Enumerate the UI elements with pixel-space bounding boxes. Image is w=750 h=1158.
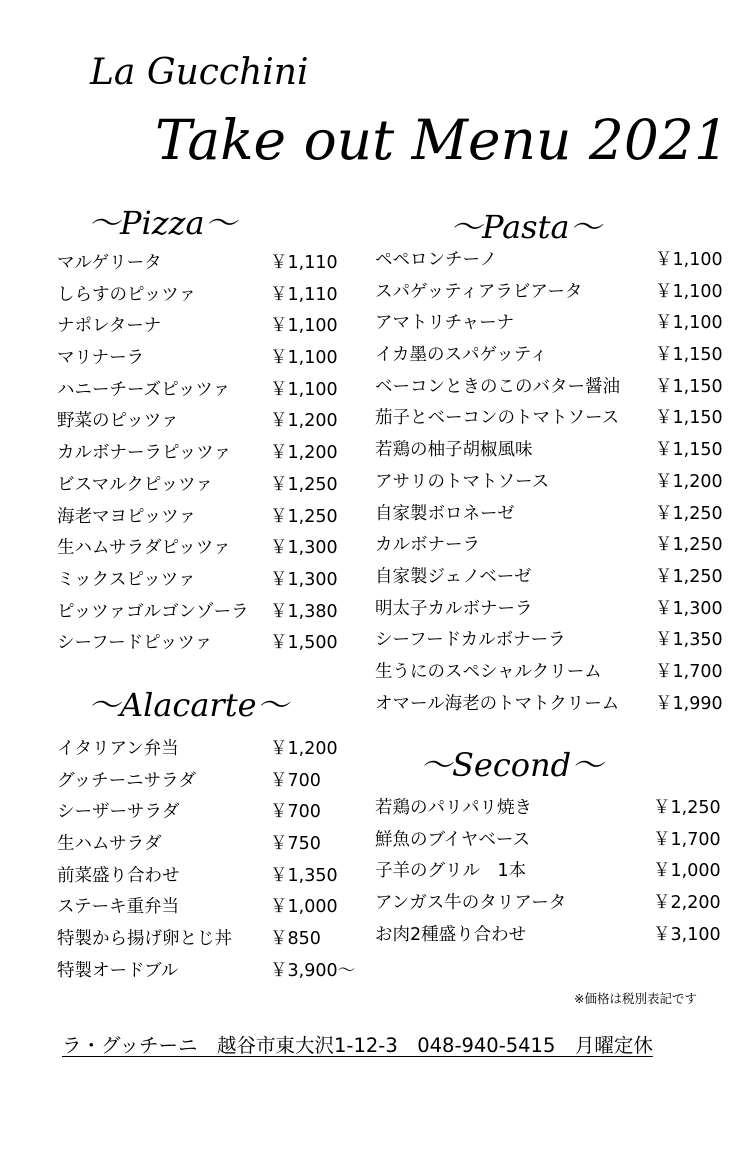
menu-item-price: ￥1,500 — [270, 633, 338, 654]
menu-item — [375, 920, 725, 952]
menu-item-name: 子羊のグリル 1本 — [375, 861, 527, 882]
menu-item-name: 若鶏の柚子胡椒風味 — [375, 440, 533, 461]
menu-item — [375, 888, 725, 920]
pizza-section-title: ～Pizza～ — [88, 204, 237, 242]
menu-item-price: ￥1,250 — [655, 503, 723, 524]
menu-item — [57, 892, 357, 924]
menu-item-name: グッチーニサラダ — [57, 770, 196, 791]
menu-item-name: アンガス牛のタリアータ — [375, 893, 567, 914]
menu-item-price: ￥1,200 — [270, 739, 338, 759]
menu-item-name: ペペロンチーノ — [375, 250, 498, 270]
menu-item — [375, 245, 725, 277]
menu-item — [57, 797, 357, 829]
menu-item-price: ￥700 — [270, 770, 321, 791]
menu-item-name: 自家製ジェノベーゼ — [375, 566, 532, 587]
menu-item-price: ￥750 — [270, 834, 321, 855]
tax-note: ※価格は税別表記です — [574, 991, 697, 1006]
menu-item-price: ￥1,000 — [653, 861, 721, 882]
menu-item-name: ステーキ重弁当 — [57, 897, 180, 918]
menu-item — [57, 766, 357, 798]
pizza-menu-list — [57, 248, 357, 660]
menu-item-name: シーフードピッツァ — [57, 633, 213, 654]
menu-item-price: ￥1,150 — [655, 376, 723, 397]
menu-item-name: 海老マヨピッツァ — [57, 506, 197, 527]
menu-item-price: ￥1,250 — [655, 535, 723, 556]
menu-item-price: ￥1,300 — [655, 598, 723, 619]
menu-item-name: 自家製ボロネーゼ — [375, 503, 515, 524]
menu-item-price: ￥1,150 — [655, 345, 723, 366]
menu-item-name: イタリアン弁当 — [57, 739, 179, 759]
menu-item-price: ￥1,100 — [655, 281, 723, 302]
menu-item-price: ￥2,200 — [653, 893, 721, 914]
menu-item-name: 若鶏のパリパリ焼き — [375, 798, 532, 818]
menu-item-price: ￥1,250 — [270, 474, 338, 495]
menu-item-price: ￥3,900～ — [270, 960, 356, 981]
menu-item-name: ミックスピッツァ — [57, 569, 196, 590]
menu-item-name: マルゲリータ — [57, 253, 162, 273]
alacarte-section-title: ～Alacarte～ — [88, 686, 289, 724]
menu-item — [57, 343, 357, 375]
menu-item-name: ハニーチーズピッツァ — [57, 379, 231, 400]
menu-item-price: ￥1,250 — [270, 506, 338, 527]
menu-item-name: ナポレターナ — [57, 316, 162, 337]
menu-item — [375, 793, 725, 825]
menu-item — [57, 734, 357, 766]
menu-item-price: ￥1,200 — [270, 411, 338, 432]
menu-item — [375, 689, 725, 721]
menu-item-price: ￥700 — [270, 802, 321, 823]
second-section-title: ～Second～ — [420, 746, 604, 784]
menu-item-name: 生ハムサラダ — [57, 834, 162, 855]
menu-item-price: ￥1,100 — [270, 316, 338, 337]
menu-item — [57, 311, 357, 343]
menu-item-name: 特製から揚げ卵とじ丼 — [57, 929, 232, 950]
menu-item-name: ピッツァゴルゴンゾーラ — [57, 601, 249, 622]
menu-title: Take out Menu 2021 — [155, 108, 729, 172]
menu-item-name: シーザーサラダ — [57, 802, 180, 823]
menu-item-name: お肉2種盛り合わせ — [375, 924, 527, 945]
menu-item — [57, 597, 357, 629]
menu-item — [375, 308, 725, 340]
menu-item-price: ￥1,150 — [655, 440, 723, 461]
menu-item-name: ベーコンときのこのバター醤油 — [375, 376, 620, 397]
brand-name: La Gucchini — [90, 52, 309, 93]
menu-item-name: イカ墨のスパゲッティ — [375, 345, 548, 366]
menu-item-name: アマトリチャーナ — [375, 313, 515, 334]
menu-item-price: ￥1,350 — [270, 865, 338, 886]
menu-item — [57, 438, 357, 470]
menu-item-price: ￥1,380 — [270, 601, 338, 622]
menu-item — [375, 499, 725, 531]
pasta-menu-list — [375, 245, 725, 720]
menu-item-name: しらすのピッツァ — [57, 284, 197, 305]
menu-item-name: 野菜のピッツァ — [57, 411, 179, 432]
menu-item-price: ￥1,300 — [270, 569, 338, 590]
menu-item-price: ￥1,350 — [655, 630, 723, 651]
menu-item — [375, 467, 725, 499]
menu-item — [375, 594, 725, 626]
menu-item-name: 生うにのスペシャルクリーム — [375, 661, 602, 682]
menu-item-name: 茄子とベーコンのトマトソース — [375, 408, 620, 429]
menu-item-price: ￥1,110 — [270, 253, 338, 273]
menu-item-price: ￥1,250 — [655, 566, 723, 587]
menu-item-price: ￥1,300 — [270, 538, 338, 559]
menu-item-price: ￥1,200 — [655, 471, 723, 492]
menu-item — [375, 562, 725, 594]
second-menu-list — [375, 793, 725, 951]
menu-item-price: ￥1,100 — [655, 250, 723, 270]
menu-item — [375, 372, 725, 404]
menu-item — [57, 628, 357, 660]
menu-item-price: ￥1,000 — [270, 897, 338, 918]
menu-item-name: ビスマルクピッツァ — [57, 474, 213, 495]
menu-item-name: 明太子カルボナーラ — [375, 598, 533, 619]
menu-item-price: ￥1,200 — [270, 443, 338, 464]
menu-item-name: アサリのトマトソース — [375, 471, 550, 492]
menu-item-name: スパゲッティアラビアータ — [375, 281, 583, 302]
menu-item — [375, 403, 725, 435]
menu-item-name: 前菜盛り合わせ — [57, 865, 180, 886]
menu-item-price: ￥1,100 — [270, 379, 338, 400]
menu-item — [375, 625, 725, 657]
menu-item — [57, 829, 357, 861]
menu-item-price: ￥1,700 — [655, 661, 723, 682]
menu-item-price: ￥850 — [270, 929, 321, 950]
footer-address: ラ・グッチーニ 越谷市東大沢1-12-3 048-940-5415 月曜定休 — [62, 1034, 653, 1057]
menu-item-name: マリナーラ — [57, 348, 145, 369]
menu-item-name: 生ハムサラダピッツァ — [57, 538, 231, 559]
menu-item — [57, 470, 357, 502]
menu-item — [57, 502, 357, 534]
menu-item — [57, 924, 357, 956]
menu-item — [375, 530, 725, 562]
menu-item — [375, 856, 725, 888]
pasta-section-title: ～Pasta～ — [450, 208, 602, 246]
menu-item — [57, 533, 357, 565]
menu-item-price: ￥1,100 — [270, 348, 338, 369]
menu-item — [57, 565, 357, 597]
alacarte-menu-list — [57, 734, 357, 988]
menu-item-name: シーフードカルボナーラ — [375, 630, 566, 651]
menu-item-price: ￥1,150 — [655, 408, 723, 429]
menu-item-price: ￥1,990 — [655, 693, 723, 714]
menu-item-name: 鮮魚のブイヤベース — [375, 829, 531, 850]
menu-item-price: ￥3,100 — [653, 924, 721, 945]
menu-item — [375, 435, 725, 467]
menu-item — [375, 277, 725, 309]
menu-item — [57, 248, 357, 280]
menu-item-name: カルボナーラピッツァ — [57, 443, 232, 464]
menu-item-name: カルボナーラ — [375, 535, 480, 556]
menu-item — [57, 406, 357, 438]
menu-item — [57, 375, 357, 407]
menu-item — [57, 280, 357, 312]
menu-item — [375, 657, 725, 689]
menu-item-price: ￥1,100 — [655, 313, 723, 334]
menu-item — [375, 340, 725, 372]
menu-item — [57, 956, 357, 988]
menu-item — [57, 861, 357, 893]
menu-item-price: ￥1,110 — [270, 284, 338, 305]
menu-item-price: ￥1,700 — [653, 829, 721, 850]
menu-item-name: オマール海老のトマトクリーム — [375, 693, 620, 714]
menu-item-name: 特製オードブル — [57, 960, 179, 981]
menu-item-price: ￥1,250 — [653, 798, 721, 818]
menu-item — [375, 825, 725, 857]
